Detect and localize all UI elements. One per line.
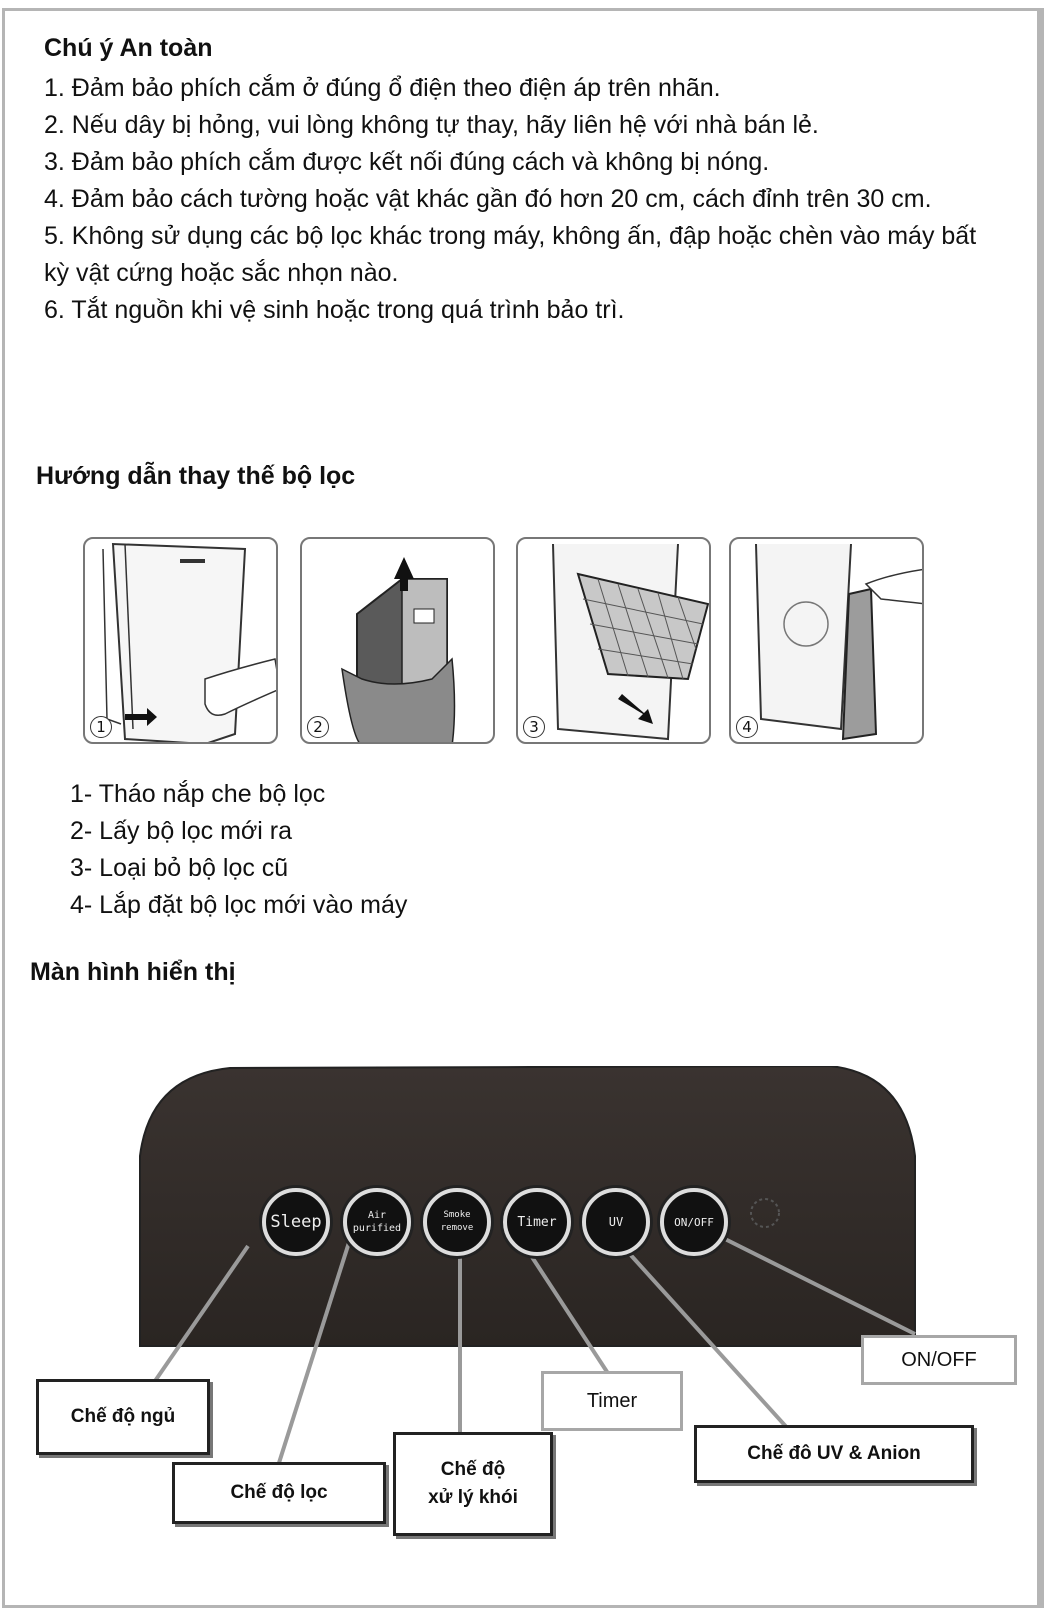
- on-off-label: ON/OFF: [901, 1349, 977, 1371]
- safety-list: [44, 70, 1004, 329]
- smoke-mode-label-box: [393, 1432, 553, 1536]
- sleep-mode-label: Chế độ ngủ: [70, 1406, 176, 1427]
- step-number-badge: 2: [307, 716, 329, 738]
- sleep-mode-label-box: [36, 1379, 210, 1455]
- air-purified-button[interactable]: [343, 1188, 411, 1256]
- air-purified-button-label-line1: Air: [367, 1210, 387, 1221]
- safety-item: 2. Nếu dây bị hỏng, vui lòng không tự thay, hãy liên hệ với nhà bán lẻ.: [44, 111, 819, 139]
- sleep-button-label: Sleep: [270, 1212, 322, 1232]
- timer-label-box: [541, 1371, 683, 1431]
- display-title: Màn hình hiển thị: [30, 958, 236, 986]
- safety-item: 5. Không sử dụng các bộ lọc khác trong máy, không ấn, đập hoặc chèn vào máy bất kỳ vật cứng hoặc sắc nhọn nào.: [44, 222, 977, 287]
- sleep-button[interactable]: [262, 1188, 330, 1256]
- timer-button-label: Timer: [517, 1214, 557, 1230]
- smoke-mode-label-line2: xử lý khói: [428, 1487, 518, 1508]
- safety-item: 3. Đảm bảo phích cắm được kết nối đúng cách và không bị nóng.: [44, 148, 770, 176]
- filter-step-4-illustration: [729, 537, 924, 744]
- on-off-label-box: [861, 1335, 1017, 1385]
- filter-step-item: 4- Lắp đặt bộ lọc mới vào máy: [70, 891, 408, 919]
- safety-item: 4. Đảm bảo cách tường hoặc vật khác gần đó hơn 20 cm, cách đỉnh trên 30 cm.: [44, 185, 932, 213]
- smoke-remove-button-label-line1: Smoke: [443, 1210, 471, 1220]
- filter-mode-label: Chế độ lọc: [230, 1482, 328, 1503]
- timer-button[interactable]: [503, 1188, 571, 1256]
- safety-title: Chú ý An toàn: [44, 34, 213, 62]
- timer-label: Timer: [586, 1390, 638, 1412]
- air-purified-button-label-line2: purified: [352, 1223, 402, 1234]
- smoke-remove-button-label-line2: remove: [440, 1223, 474, 1233]
- safety-item: 6. Tắt nguồn khi vệ sinh hoặc trong quá trình bảo trì.: [44, 296, 625, 324]
- filter-step-item: 1- Tháo nắp che bộ lọc: [70, 780, 326, 808]
- smoke-mode-label-line1: Chế độ: [440, 1459, 506, 1480]
- filter-mode-label-box: [172, 1462, 386, 1524]
- filter-step-item: 3- Loại bỏ bộ lọc cũ: [70, 854, 289, 882]
- uv-anion-label-box: [694, 1425, 974, 1483]
- safety-item: 1. Đảm bảo phích cắm ở đúng ổ điện theo điện áp trên nhãn.: [44, 74, 721, 102]
- step-number-badge: 3: [523, 716, 545, 738]
- filter-step-1-illustration: [83, 537, 278, 744]
- smoke-remove-button[interactable]: [423, 1188, 491, 1256]
- filter-guide-title: Hướng dẫn thay thế bộ lọc: [36, 462, 356, 490]
- uv-button-label: UV: [608, 1215, 624, 1229]
- step-number-badge: 4: [736, 716, 758, 738]
- on-off-button-label: ON/OFF: [674, 1215, 714, 1229]
- uv-anion-label: Chế đô UV & Anion: [747, 1443, 921, 1464]
- step-number-badge: 1: [90, 716, 112, 738]
- uv-button[interactable]: [582, 1188, 650, 1256]
- filter-steps-list: [70, 776, 407, 924]
- filter-step-3-illustration: [516, 537, 711, 744]
- on-off-button[interactable]: [660, 1188, 728, 1256]
- filter-step-item: 2- Lấy bộ lọc mới ra: [70, 817, 293, 845]
- filter-step-2-illustration: [300, 537, 495, 744]
